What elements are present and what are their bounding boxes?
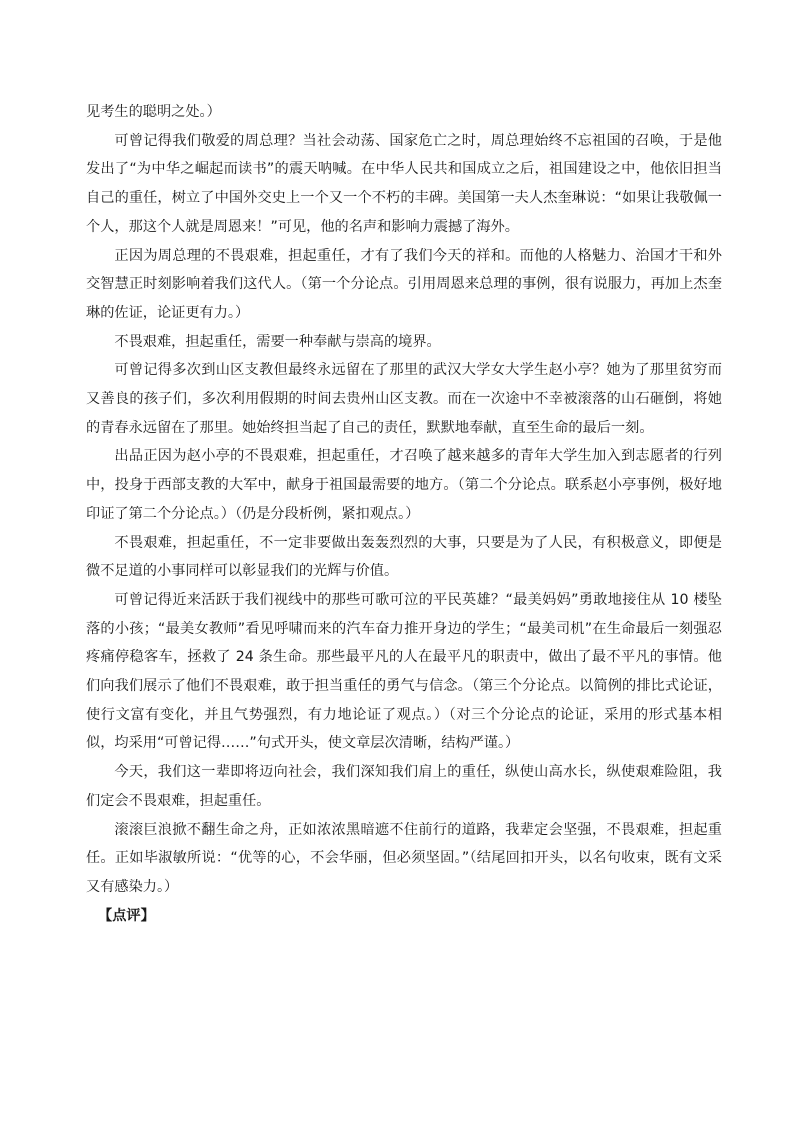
paragraph-zhou-enlai-example: 可曾记得我们敬爱的周总理？当社会动荡、国家危亡之时，周总理始终不忘祖国的召唤，于是他发出了“为中华之崛起而读书”的震天呐喊。在中华人民共和国成立之后，祖国建设之中，他依旧担当自己的重任，树立了中国外交史上一个又一个不朽的丰碑。美国第一夫人杰奎琳说：“如果让我敬佩一个人，那这个人就是周恩来！”可见，他的名声和影响力震撼了海外。 [86,132,722,235]
paragraph-first-sub-argument: 正因为周总理的不畏艰难，担起重任，才有了我们今天的祥和。而他的人格魅力、治国才干和外交智慧正时刻影响着我们这代人。（第一个分论点。引用周恩来总理的事例，很有说服力，再加上杰奎琳的佐证，论证更有力。） [86,247,722,321]
paragraph-second-claim: 不畏艰难，担起重任，需要一种奉献与崇高的境界。 [114,333,441,350]
paragraph-third-claim: 不畏艰难，担起重任，不一定非要做出轰轰烈烈的大事，只要是为了人民，有积极意义，即便是微不足道的小事同样可以彰显我们的光辉与价值。 [86,534,722,580]
paragraph-today: 今天，我们这一辈即将迈向社会，我们深知我们肩上的重任，纵使山高水长，纵使艰难险阻，我们定会不畏艰难，担起重任。 [86,764,722,809]
paragraph-zhao-xiaoting-example: 可曾记得多次到山区支教但最终永远留在了那里的武汉大学女大学生赵小亭？她为了那里贫穷而又善良的孩子们，多次利用假期的时间去贵州山区支教。而在一次途中不幸被滚落的山石砸倒，将她的青春永远留在了那里。她始终担当起了自己的责任，默默地奉献，直至生命的最后一刻。 [86,362,722,436]
section-heading-comment: 【点评】 [98,907,155,924]
paragraph-ordinary-heroes-example: 可曾记得近来活跃于我们视线中的那些可歌可泣的平民英雄？“最美妈妈”勇敢地接住从 10 楼坠落的小孩；“最美女教师”看见呼啸而来的汽车奋力推开身边的学生；“最美司机”在生命最后一刻强忍疼痛停稳客车，拯救了 24 条生命。那些最平凡的人在最平凡的职责中，做出了最不平凡的事情。他们向我们展示了他们不畏艰难，敢于担当重任的勇气与信念。（第三个分论点。以简例的排比式论证，使行文富有变化，并且气势强烈，有力地论证了观点。）（对三个分论点的论证，采用的形式基本相似，均采用“可曾记得……”句式开头，使文章层次清晰，结构严谨。） [86,591,722,752]
paragraph-continuation: 见考生的聪明之处。） [86,104,221,120]
paragraph-conclusion: 滚滚巨浪掀不翻生命之舟，正如浓浓黑暗遮不住前行的道路，我辈定会坚强，不畏艰难，担起重任。正如毕淑敏所说：“优等的心，不会华丽，但必须坚固。”（结尾回扣开头，以名句收束，既有文采又有感染力。） [86,821,722,895]
document-body [86,98,722,930]
paragraph-second-sub-argument: 出品正因为赵小亭的不畏艰难，担起重任，才召唤了越来越多的青年大学生加入到志愿者的行列中，投身于西部支教的大军中，献身于祖国最需要的地方。（第二个分论点。联系赵小亭事例，极好地印证了第二个分论点。）（仍是分段析例，紧扣观点。） [86,448,722,522]
